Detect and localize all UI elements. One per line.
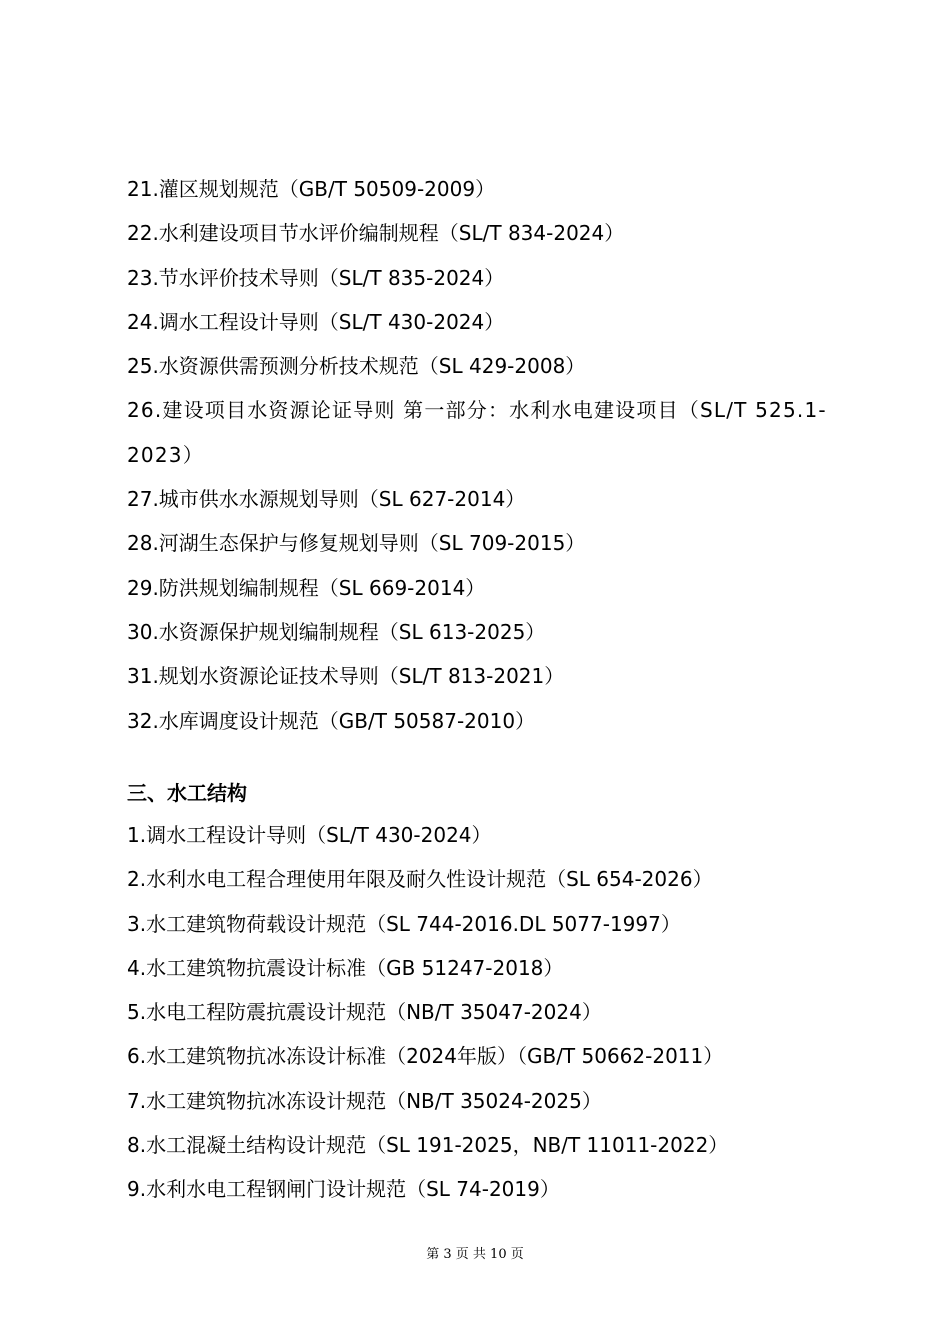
page-footer: 第 3 页 共 10 页: [426, 1247, 524, 1262]
list-item: 25.水资源供需预测分析技术规范（SL 429-2008）: [127, 354, 586, 379]
list-item: 4.水工建筑物抗震设计标准（GB 51247-2018）: [127, 955, 564, 980]
list-item: 5.水电工程防震抗震设计规范（NB/T 35047-2024）: [127, 1000, 602, 1025]
list-item: 26.建设项目水资源论证导则 第一部分：水利水电建设项目（SL/T 525.1-2023）: [127, 398, 827, 467]
list-item: 3.水工建筑物荷载设计规范（SL 744-2016.DL 5077-1997）: [127, 911, 681, 936]
list-item: 24.调水工程设计导则（SL/T 430-2024）: [127, 309, 505, 334]
list-item: 8.水工混凝土结构设计规范（SL 191-2025，NB/T 11011-2022）: [127, 1133, 729, 1158]
list-item: 27.城市供水水源规划导则（SL 627-2014）: [127, 487, 526, 512]
list-item: 28.河湖生态保护与修复规划导则（SL 709-2015）: [127, 531, 586, 556]
list-item: 6.水工建筑物抗冰冻设计标准（2024年版）（GB/T 50662-2011）: [127, 1044, 724, 1069]
list-item: 21.灌区规划规范（GB/T 50509-2009）: [127, 177, 496, 201]
list-item: 29.防洪规划编制规程（SL 669-2014）: [127, 575, 486, 600]
list-item: 31.规划水资源论证技术导则（SL/T 813-2021）: [127, 664, 565, 689]
list-item: 7.水工建筑物抗冰冻设计规范（NB/T 35024-2025）: [127, 1088, 602, 1113]
list-item: 22.水利建设项目节水评价编制规程（SL/T 834-2024）: [127, 221, 625, 246]
list-item: 30.水资源保护规划编制规程（SL 613-2025）: [127, 619, 546, 644]
section-heading: 三、水工结构: [127, 781, 247, 805]
standards-list-hydraulic-structures: [127, 813, 827, 1212]
list-item: 1.调水工程设计导则（SL/T 430-2024）: [127, 823, 492, 847]
list-item: 9.水利水电工程钢闸门设计规范（SL 74-2019）: [127, 1177, 560, 1202]
list-item: 32.水库调度设计规范（GB/T 50587-2010）: [127, 708, 536, 733]
list-item: 2.水利水电工程合理使用年限及耐久性设计规范（SL 654-2026）: [127, 867, 713, 892]
standards-list-planning: [127, 167, 827, 743]
list-item: 23.节水评价技术导则（SL/T 835-2024）: [127, 265, 505, 290]
